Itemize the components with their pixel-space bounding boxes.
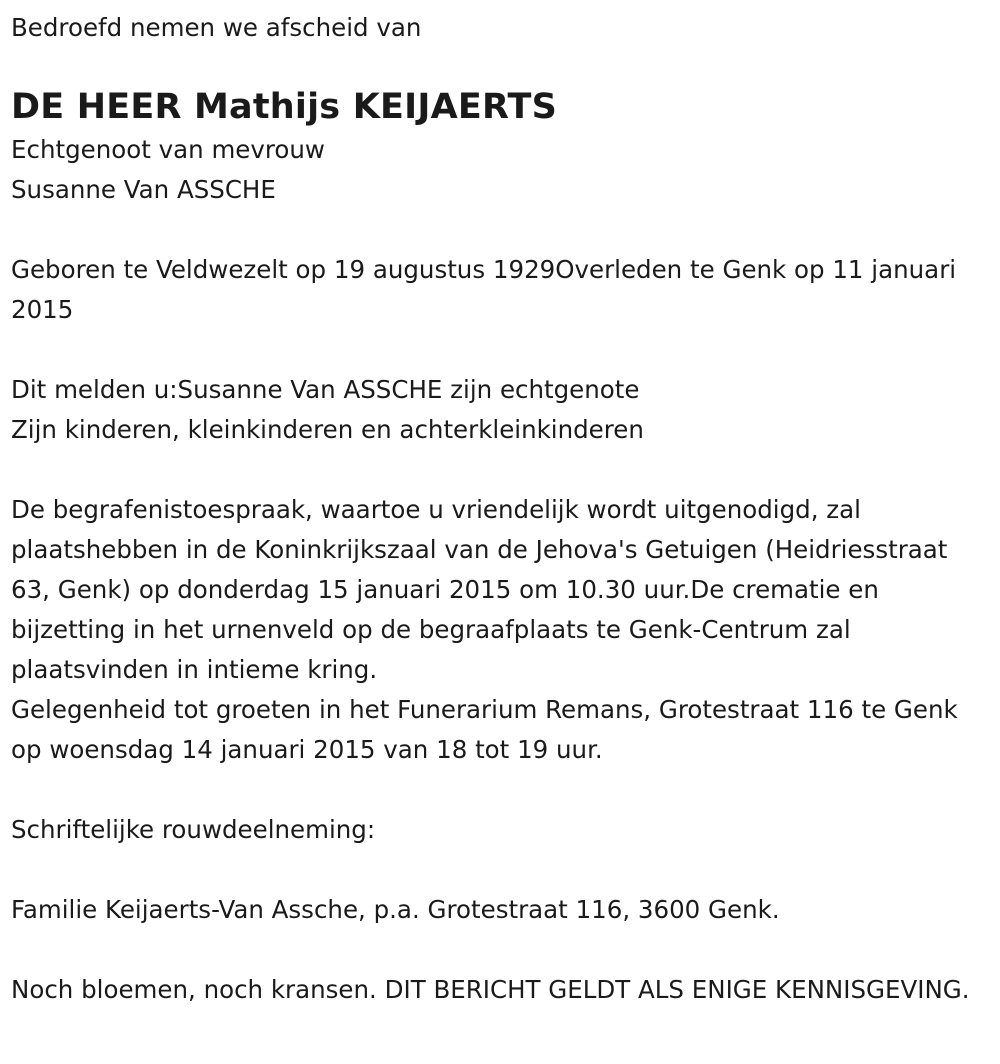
spacer [11,210,988,250]
spacer [11,850,988,890]
spacer [11,930,988,970]
visitation-text: Gelegenheid tot groeten in het Funerarium Remans, Grotestraat 116 te Genk op woensdag 14 januari 2015 van 18 tot 19 uur. [11,695,958,764]
spacer [11,770,988,810]
announced-by-line-1: Dit melden u:Susanne Van ASSCHE zijn echtgenote [11,375,640,404]
condolence-label: Schriftelijke rouwdeelneming: [11,815,376,844]
announced-by-line-2: Zijn kinderen, kleinkinderen en achterkleinkinderen [11,415,644,444]
closing-text: Noch bloemen, noch kransen. DIT BERICHT GELDT ALS ENIGE KENNISGEVING. [11,975,970,1004]
spouse-line-1: Echtgenoot van mevrouw [11,135,325,164]
spouse-line-2: Susanne Van ASSCHE [11,175,276,204]
intro-text: Bedroefd nemen we afscheid van [11,13,422,42]
condolence-address: Familie Keijaerts-Van Assche, p.a. Grotestraat 116, 3600 Genk. [11,895,780,924]
deceased-name: DE HEER Mathijs KEIJAERTS [11,87,558,127]
spacer [11,330,988,370]
birth-death-text: Geboren te Veldwezelt op 19 augustus 1929Overleden te Genk op 11 januari 2015 [11,255,957,324]
ceremony-text: De begrafenistoespraak, waartoe u vriendelijk wordt uitgenodigd, zal plaatshebben in de Koninkrijkszaal van de Jehova's Getuigen (Heidriesstraat 63, Genk) op donderdag 15 januari 2015 om 10.30 uur.De crematie en bijzetting in het urnenveld op de begraafplaats te Genk-Centrum zal plaatsvinden in intieme kring. [11,495,948,684]
spacer [11,450,988,490]
